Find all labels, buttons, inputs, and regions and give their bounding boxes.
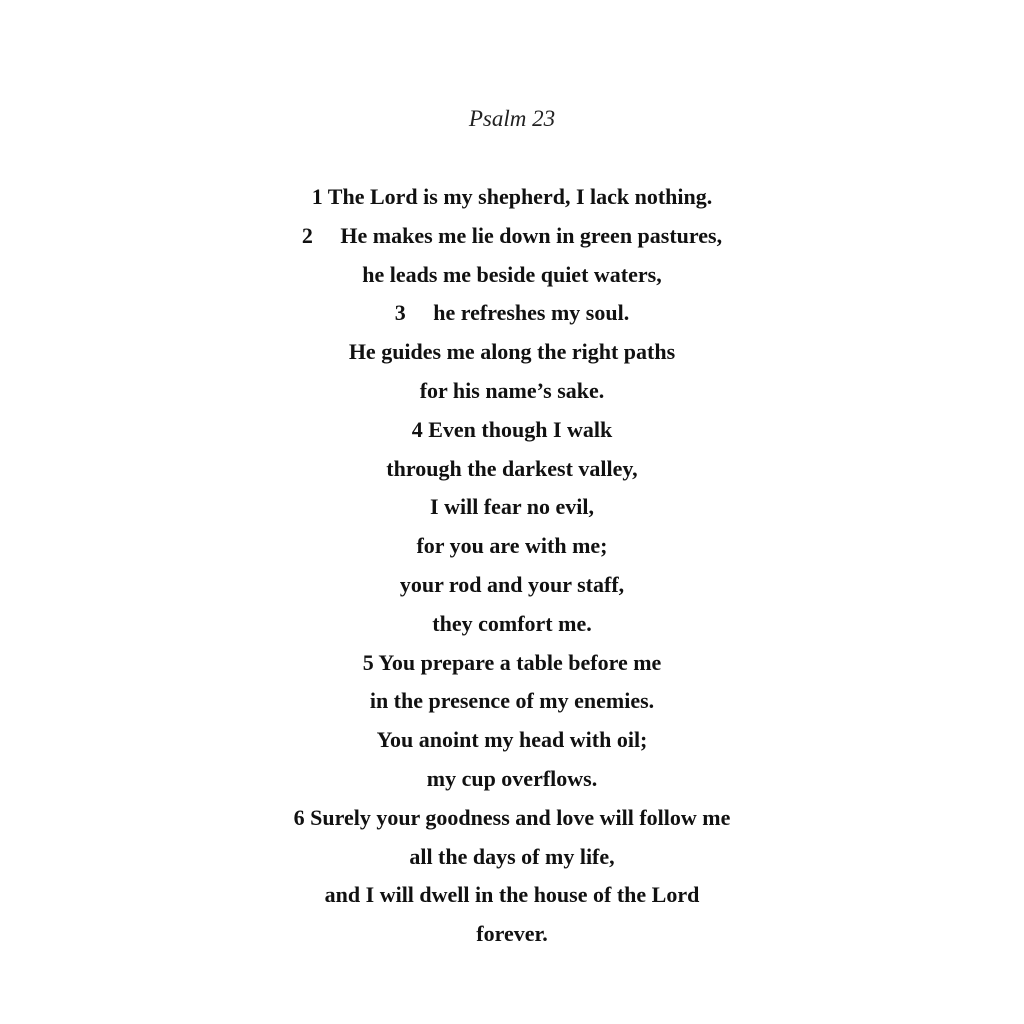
verse-line: He guides me along the right paths — [348, 339, 676, 365]
page-title: Psalm 23 — [468, 106, 556, 131]
verse-line: 1 The Lord is my shepherd, I lack nothing. — [311, 184, 713, 209]
verse-line: my cup overflows. — [426, 765, 598, 791]
psalm-text — [0, 178, 1024, 954]
verse-line: 4 Even though I walk — [411, 416, 613, 442]
verse-line: I will fear no evil, — [430, 494, 594, 520]
verse-line: forever. — [476, 921, 548, 947]
verse-line: for his name’s sake. — [419, 377, 605, 403]
verse-line: in the presence of my enemies. — [369, 688, 655, 714]
verse-line: they comfort me. — [432, 610, 592, 636]
verse-line: for you are with me; — [416, 533, 608, 559]
verse-line: 6 Surely your goodness and love will follow me — [293, 804, 731, 830]
verse-line: 3 he refreshes my soul. — [394, 300, 630, 326]
verse-line: and I will dwell in the house of the Lord — [324, 882, 700, 908]
verse-line: your rod and your staff, — [399, 571, 625, 597]
verse-line: You anoint my head with oil; — [376, 727, 648, 753]
verse-line: he leads me beside quiet waters, — [362, 261, 662, 287]
verse-line: 2 He makes me lie down in green pastures, — [301, 222, 723, 248]
verse-line: all the days of my life, — [409, 843, 615, 869]
verse-line: 5 You prepare a table before me — [362, 649, 662, 675]
verse-line: through the darkest valley, — [386, 455, 638, 481]
